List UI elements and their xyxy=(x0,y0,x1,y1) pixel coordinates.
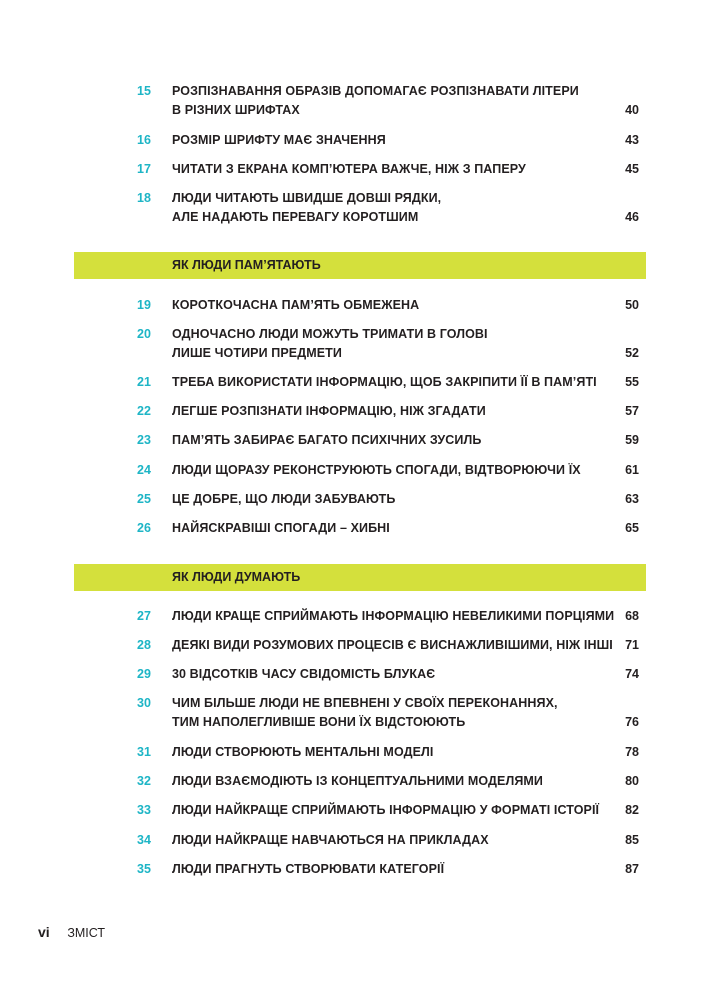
entry-page: 40 xyxy=(625,103,639,117)
entry-page: 63 xyxy=(625,492,639,506)
entry-page: 52 xyxy=(625,346,639,360)
entry-title: ЛЮДИ НАЙКРАЩЕ СПРИЙМАЮТЬ ІНФОРМАЦІЮ У ФОРМАТІ ІСТОРІЇ xyxy=(172,803,600,817)
entry-page: 71 xyxy=(625,638,639,652)
entry-page: 55 xyxy=(625,375,639,389)
entry-title: ЛЮДИ ЧИТАЮТЬ ШВИДШЕ ДОВШІ РЯДКИ, АЛЕ НАДАЮТЬ ПЕРЕВАГУ КОРОТШИМ xyxy=(172,191,442,224)
entry-number: 35 xyxy=(137,862,151,876)
entry-number: 28 xyxy=(137,638,151,652)
page-footer xyxy=(38,924,105,940)
entry-number: 22 xyxy=(137,404,151,418)
entry-page: 50 xyxy=(625,298,639,312)
entry-title: ЛЕГШЕ РОЗПІЗНАТИ ІНФОРМАЦІЮ, НІЖ ЗГАДАТИ xyxy=(172,404,486,418)
entry-number: 25 xyxy=(137,492,151,506)
entry-number: 27 xyxy=(137,609,151,623)
entry-number: 15 xyxy=(137,84,151,98)
section-title: ЯК ЛЮДИ ПАМ’ЯТАЮТЬ xyxy=(172,258,321,272)
entry-number: 16 xyxy=(137,133,151,147)
entry-title: ПАМ’ЯТЬ ЗАБИРАЄ БАГАТО ПСИХІЧНИХ ЗУСИЛЬ xyxy=(172,433,482,447)
entry-number: 23 xyxy=(137,433,151,447)
entry-title: ЦЕ ДОБРЕ, ЩО ЛЮДИ ЗАБУВАЮТЬ xyxy=(172,492,396,506)
entry-title: ЧИМ БІЛЬШЕ ЛЮДИ НЕ ВПЕВНЕНІ У СВОЇХ ПЕРЕКОНАННЯХ, ТИМ НАПОЛЕГЛИВІШЕ ВОНИ ЇХ ВІДСТОЮЮТЬ xyxy=(172,696,558,729)
entry-number: 17 xyxy=(137,162,151,176)
entry-title: ЛЮДИ ВЗАЄМОДІЮТЬ ІЗ КОНЦЕПТУАЛЬНИМИ МОДЕЛЯМИ xyxy=(172,774,544,788)
entry-title: НАЙЯСКРАВІШІ СПОГАДИ – ХИБНІ xyxy=(172,521,390,535)
entry-title: ТРЕБА ВИКОРИСТАТИ ІНФОРМАЦІЮ, ЩОБ ЗАКРІПИТИ ЇЇ В ПАМ’ЯТІ xyxy=(172,375,597,389)
entry-page: 46 xyxy=(625,210,639,224)
entry-page: 78 xyxy=(625,745,639,759)
entry-page: 76 xyxy=(625,715,639,729)
entry-page: 45 xyxy=(625,162,639,176)
section-header xyxy=(74,564,646,591)
entry-page: 80 xyxy=(625,774,639,788)
entry-page: 74 xyxy=(625,667,639,681)
entry-number: 34 xyxy=(137,833,151,847)
entry-page: 57 xyxy=(625,404,639,418)
entry-title: ОДНОЧАСНО ЛЮДИ МОЖУТЬ ТРИМАТИ В ГОЛОВІ ЛИШЕ ЧОТИРИ ПРЕДМЕТИ xyxy=(172,327,488,360)
entry-title: РОЗМІР ШРИФТУ МАЄ ЗНАЧЕННЯ xyxy=(172,133,386,147)
entry-page: 59 xyxy=(625,433,639,447)
entry-page: 43 xyxy=(625,133,639,147)
entry-title: 30 ВІДСОТКІВ ЧАСУ СВІДОМІСТЬ БЛУКАЄ xyxy=(172,667,436,681)
page-number: vi xyxy=(38,924,50,940)
entry-page: 82 xyxy=(625,803,639,817)
entry-number: 20 xyxy=(137,327,151,341)
entry-number: 21 xyxy=(137,375,151,389)
entry-title: РОЗПІЗНАВАННЯ ОБРАЗІВ ДОПОМАГАЄ РОЗПІЗНАВАТИ ЛІТЕРИ В РІЗНИХ ШРИФТАХ xyxy=(172,84,579,117)
entry-title: КОРОТКОЧАСНА ПАМ’ЯТЬ ОБМЕЖЕНА xyxy=(172,298,420,312)
entry-title: ЛЮДИ ПРАГНУТЬ СТВОРЮВАТИ КАТЕГОРІЇ xyxy=(172,862,445,876)
entry-title: ДЕЯКІ ВИДИ РОЗУМОВИХ ПРОЦЕСІВ Є ВИСНАЖЛИВІШИМИ, НІЖ ІНШІ xyxy=(172,638,613,652)
entry-number: 29 xyxy=(137,667,151,681)
entry-page: 87 xyxy=(625,862,639,876)
entry-page: 61 xyxy=(625,463,639,477)
entry-title: ЛЮДИ КРАЩЕ СПРИЙМАЮТЬ ІНФОРМАЦІЮ НЕВЕЛИКИМИ ПОРЦІЯМИ xyxy=(172,609,615,623)
entry-title: ЛЮДИ ЩОРАЗУ РЕКОНСТРУЮЮТЬ СПОГАДИ, ВІДТВОРЮЮЧИ ЇХ xyxy=(172,463,581,477)
entry-number: 33 xyxy=(137,803,151,817)
section-header xyxy=(74,252,646,279)
entry-number: 32 xyxy=(137,774,151,788)
entry-number: 30 xyxy=(137,696,151,710)
entry-title: ЧИТАТИ З ЕКРАНА КОМП’ЮТЕРА ВАЖЧЕ, НІЖ З ПАПЕРУ xyxy=(172,162,526,176)
entry-number: 18 xyxy=(137,191,151,205)
entry-page: 65 xyxy=(625,521,639,535)
entry-number: 24 xyxy=(137,463,151,477)
entry-title: ЛЮДИ НАЙКРАЩЕ НАВЧАЮТЬСЯ НА ПРИКЛАДАХ xyxy=(172,833,489,847)
entry-number: 26 xyxy=(137,521,151,535)
section-title: ЯК ЛЮДИ ДУМАЮТЬ xyxy=(172,570,301,584)
entry-number: 19 xyxy=(137,298,151,312)
entry-title: ЛЮДИ СТВОРЮЮТЬ МЕНТАЛЬНІ МОДЕЛІ xyxy=(172,745,434,759)
entry-number: 31 xyxy=(137,745,151,759)
running-footer-label: ЗМІСТ xyxy=(67,926,105,940)
entry-page: 68 xyxy=(625,609,639,623)
entry-page: 85 xyxy=(625,833,639,847)
